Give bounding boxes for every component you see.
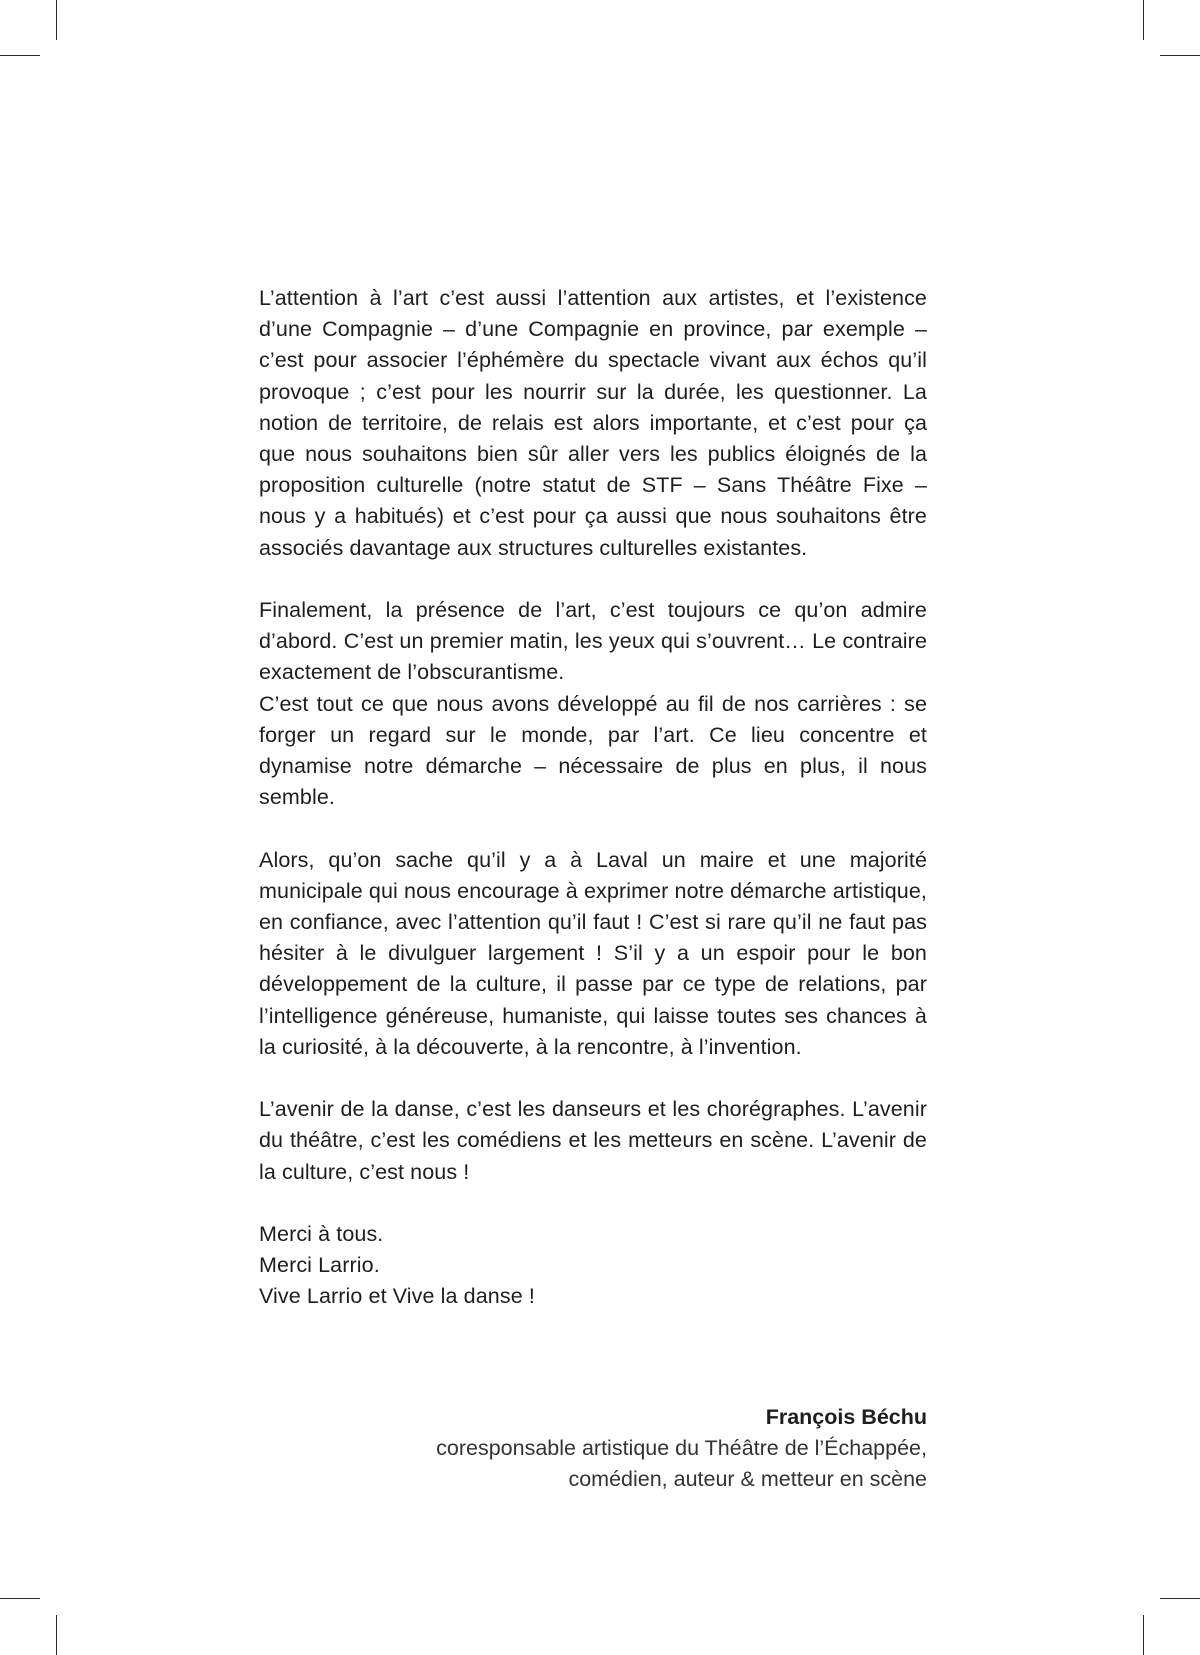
crop-mark-top-left-horizontal <box>0 55 40 56</box>
crop-mark-bottom-left-vertical <box>56 1615 57 1655</box>
thanks-block <box>259 1219 927 1313</box>
crop-mark-bottom-left-horizontal <box>0 1598 40 1599</box>
signature-role-line2: comédien, auteur & metteur en scène <box>568 1467 927 1491</box>
signature-role-line1: coresponsable artistique du Théâtre de l’Échappée, <box>436 1436 927 1460</box>
crop-mark-top-right-horizontal <box>1160 55 1200 56</box>
signature-name: François Béchu <box>765 1405 927 1429</box>
paragraph-future: L’avenir de la danse, c’est les danseurs et les chorégraphes. L’avenir du théâtre, c’est les comédiens et les metteurs en scène. L’avenir de la culture, c’est nous ! <box>259 1097 927 1184</box>
paragraph-artists: L’attention à l’art c’est aussi l’attention aux artistes, et l’existence d’une Compagnie – d’une Compagnie en province, par exemple – c’est pour associer l’éphémère du spectacle vivant aux échos qu’il provoque ; c’est pour les nourrir sur la durée, les questionner. La notion de territoire, de relais est alors importante, et c’est pour ça que nous souhaitons bien sûr aller vers les publics éloignés de la proposition culturelle (notre statut de STF – Sans Théâtre Fixe – nous y a habitués) et c’est pour ça aussi que nous souhaitons être associés davantage aux structures culturelles existantes. <box>259 286 927 560</box>
body-text <box>259 283 927 1313</box>
signature <box>259 1402 927 1495</box>
paragraph-careers: C’est tout ce que nous avons développé au fil de nos carrières : se forger un regard sur le monde, par l’art. Ce lieu concentre et dynamise notre démarche – nécessaire de plus en plus, il nous semble. <box>259 691 927 810</box>
thanks-line: Merci Larrio. <box>259 1253 380 1278</box>
crop-mark-bottom-right-vertical <box>1143 1615 1144 1655</box>
crop-mark-top-left-vertical <box>56 0 57 40</box>
crop-mark-top-right-vertical <box>1143 0 1144 40</box>
paragraph-laval: Alors, qu’on sache qu’il y a à Laval un maire et une majorité municipale qui nous encourage à exprimer notre démarche artistique, en confiance, avec l’attention qu’il faut ! C’est si rare qu’il ne faut pas hésiter à le divulguer largement ! S’il y a un espoir pour le bon développement de la culture, il passe par ce type de relations, par l’intelligence généreuse, humaniste, qui laisse toutes ses chances à la curiosité, à la découverte, à la rencontre, à l’invention. <box>259 847 927 1059</box>
thanks-line: Vive Larrio et Vive la danse ! <box>259 1284 535 1309</box>
thanks-line: Merci à tous. <box>259 1222 384 1247</box>
paragraph-presence-of-art: Finalement, la présence de l’art, c’est toujours ce qu’on admire d’abord. C’est un premier matin, les yeux qui s’ouvrent… Le contraire exactement de l’obscurantisme. <box>259 598 927 685</box>
crop-mark-bottom-right-horizontal <box>1160 1598 1200 1599</box>
